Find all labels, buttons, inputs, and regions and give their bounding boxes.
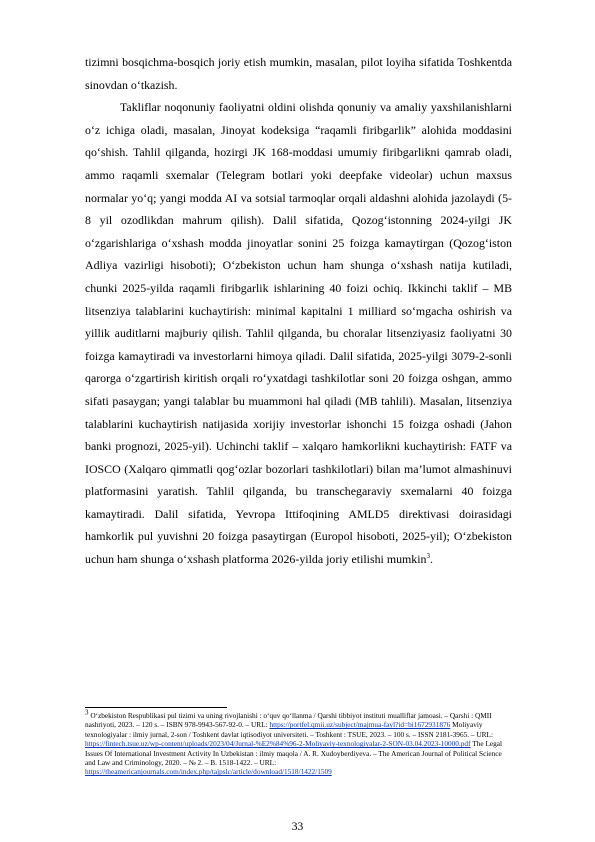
footnote-text-3: The Legal Issues Of International Investment Activity In Uzbekistan : ilmiy maqola / A. R. Xudoyberdiyeva. – The American Journal of Political Science and Law and Criminology, 2020. – № 2. – B. 1518-1422. – URL:: [85, 739, 502, 768]
footnote-marker[interactable]: 3: [426, 552, 430, 561]
footnote-link-3[interactable]: https://theamericanjournals.com/index.php/tajpslc/article/download/1518/1422/1509: [85, 767, 332, 777]
paragraph-1-text: tizimni bosqichma-bosqich joriy etish mumkin, masalan, pilot loyiha sifatida Toshkentda sinovdan o‘tkazish.: [85, 55, 512, 92]
footnote-text-1: O‘zbekiston Respublikasi pul tizimi va uning rivojlanishi : o‘quv qo‘llanma / Qarshi tibbiyot instituti mualliflar jamoasi. – Qarshi : QMII nashriyoti, 2023. – 120 s. – ISBN 978-9943-567-92-0. – URL:: [85, 711, 492, 730]
footnote: [85, 708, 512, 777]
footnote-number: 3: [85, 708, 89, 717]
footnote-text-2: Moliyaviy texnologiyalar : ilmiy jurnal, 2-son / Toshkent davlat iqtisodiyot universiteti. – Toshkent : TSUE, 2023. – 100 s. – ISSN 2181-3965. – URL:: [85, 720, 493, 739]
footnote-link-2[interactable]: https://fintech.tsue.uz/wp-content/uploads/2023/04/Jurnal-%E2%84%96-2-Moliyaviy-texnologiyalar-2-SON-03.04.2023-10000.pdf: [85, 739, 471, 749]
page-number: 33: [291, 821, 304, 833]
body-text: [85, 51, 512, 571]
paragraph-continuation: [85, 51, 512, 96]
footnote-divider: [85, 707, 227, 708]
paragraph-proposals: Takliflar noqonuniy faoliyatni oldini olishda qonuniy va amaliy yaxshilanishlarni o‘z ichiga oladi, masalan, Jinoyat kodeksiga “raqamli firibgarlik” alohida moddasini qo‘shish. Tahlil qilganda, hozirgi JK 168-moddasi umumiy firibgarlikni qamrab oladi, ammo raqamli sxemalar (Telegram botlari yoki deepfake videolar) uchun maxsus normalar yo‘q; yangi modda AI va sotsial tarmoqlar orqali aldashni alohida jazolaydi (5-8 yil ozodlikdan mahrum qilish). Dalil sifatida, Qozog‘istonning 2024-yilgi JK o‘zgarishlariga o‘xshash modda jinoyatlar sonini 25 foizga kamaytirgan (Qozog‘iston Adliya vazirligi hisoboti); O‘zbekiston uchun ham shunga o‘xshash natija kutiladi, chunki 2025-yilda raqamli firibgarlik ishlarining 40 foizi ochiq. Ikkinchi taklif – MB litsenziya talablarini kuchaytirish: minimal kapitalni 1 milliard so‘mgacha oshirish va yillik auditlarni majburiy qilish. Tahlil qilganda, bu choralar litsenziyasiz faoliyatni 30 foizga kamaytiradi va investorlarni himoya qiladi. Dalil sifatida, 2025-yilgi 3079-2-sonli qarorga o‘zgartirish kiritish orqali ro‘yxatdagi tashkilotlar soni 20 foizga oshgan, ammo sifati pasaygan; yangi talablar bu muammoni hal qiladi (MB tahlili). Masalan, litsenziya talablarini kuchaytirish natijasida xorijiy investorlar ishonchi 15 foizga oshadi (Jahon banki prognozi, 2025-yil). Uchinchi taklif – xalqaro hamkorlikni kuchaytirish: FATF va IOSCO (Xalqaro qimmatli qog‘ozlar bozorlari tashkilotlari) bilan ma’lumot almashinuvi platformasini yaratish. Tahlil qilganda, bu transchegaraviy sxemalarni 40 foizga kamaytiradi. Dalil sifatida, Yevropa Ittifoqining AMLD5 direktivasi doirasidagi hamkorlik pul yuvishni 20 foizga pasaytirgan (Europol hisoboti, 2025-yil); O‘zbekiston uchun ham shunga o‘xshash platforma 2026-yilda joriy etilishi mumkin$^3$.: [85, 100, 512, 567]
paragraph-2-text: Takliflar noqonuniy faoliyatni oldini olishda qonuniy va amaliy yaxshilanishlarni o‘z ichiga oladi, masalan, Jinoyat kodeksiga “raqamli firibgarlik” alohida moddasini qo‘shish. Tahlil qilganda, hozirgi JK 168-moddasi umumiy firibgarlikni qamrab oladi, ammo raqamli sxemalar (Telegram botlari yoki deepfake videolar) uchun maxsus normalar yo‘q; yangi modda AI va sotsial tarmoqlar orqali aldashni alohida jazolaydi (5-8 yil ozodlikdan mahrum qilish). Dalil sifatida, Qozog‘istonning 2024-yilgi JK o‘zgarishlariga o‘xshash modda jinoyatlar sonini 25 foizga kamaytirgan (Qozog‘iston Adliya vazirligi hisoboti); O‘zbekiston uchun ham shunga o‘xshash natija kutiladi, chunki 2025-yilda raqamli firibgarlik ishlarining 40 foizi ochiq. Ikkinchi taklif – MB litsenziya talablarini kuchaytirish: minimal kapitalni 1 milliard so‘mgacha oshirish va yillik auditlarni majburiy qilish. Tahlil qilganda, bu choralar litsenziyasiz faoliyatni 30 foizga kamaytiradi va investorlarni himoya qiladi. Dalil sifatida, 2025-yilgi 3079-2-sonli qarorga o‘zgartirish kiritish orqali ro‘yxatdagi tashkilotlar soni 20 foizga oshgan, ammo sifati pasaygan; yangi talablar bu muammoni hal qiladi (MB tahlili). Masalan, litsenziya talablarini kuchaytirish natijasida xorijiy investorlar ishonchi 15 foizga oshadi (Jahon banki prognozi, 2025-yil). Uchinchi taklif – xalqaro hamkorlikni kuchaytirish: FATF va IOSCO (Xalqaro qimmatli qog‘ozlar bozorlari tashkilotlari) bilan ma’lumot almashinuvi platformasini yaratish. Tahlil qilganda, bu transchegaraviy sxemalarni 40 foizga kamaytiradi. Dalil sifatida, Yevropa Ittifoqining AMLD5 direktivasi doirasidagi hamkorlik pul yuvishni 20 foizga pasaytirgan (Europol hisoboti, 2025-yil); O‘zbekiston uchun ham shunga o‘xshash platforma 2026-yilda joriy etilishi mumkin: [85, 100, 512, 567]
footnote-link-1[interactable]: https://portfel.qmii.uz/subject/majmua-fayl?id=bi1672931876: [269, 720, 451, 730]
